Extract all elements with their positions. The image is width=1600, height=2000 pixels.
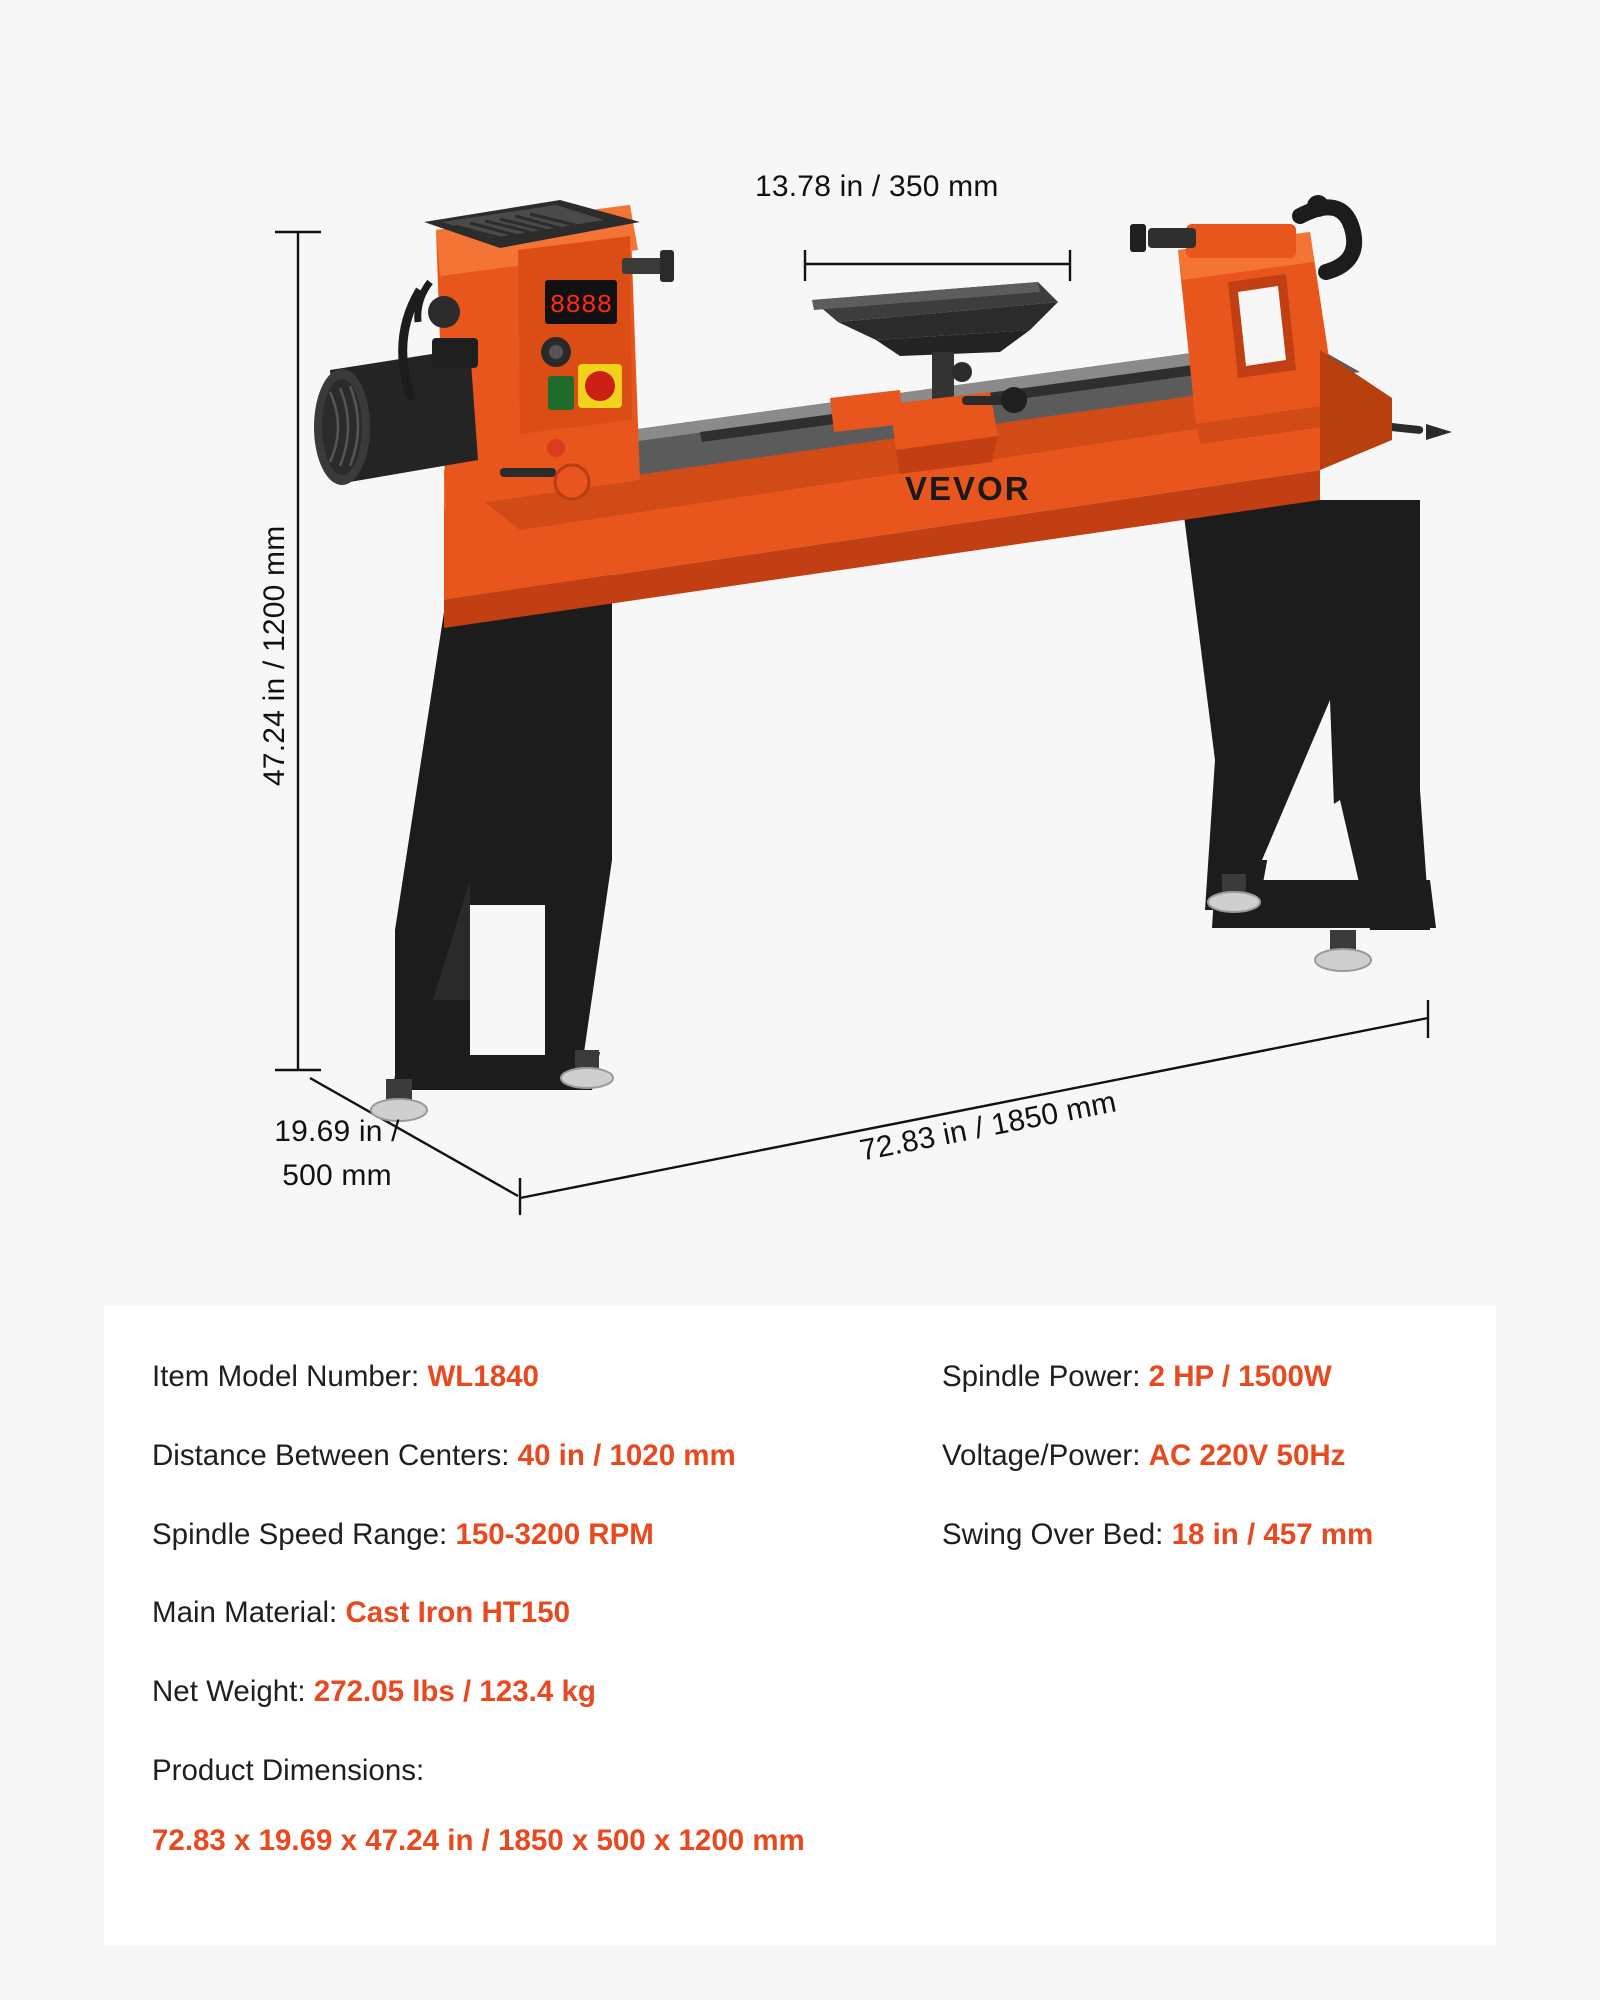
spec-column-right xyxy=(894,1357,1496,1900)
spec-row-spindle-power xyxy=(942,1357,1496,1397)
depth-dimension-label-line2: 500 mm xyxy=(282,1158,392,1192)
spec-value-spindle-power: 2 HP / 1500W xyxy=(1148,1360,1332,1393)
length-dimension-label: 72.83 in / 1850 mm xyxy=(857,1085,1120,1168)
specifications-card xyxy=(104,1305,1496,1945)
power-switch[interactable] xyxy=(548,376,574,410)
spec-row-distance-between-centers xyxy=(152,1436,894,1476)
lathe-machine xyxy=(314,195,1452,1121)
height-dimension-label: 47.24 in / 1200 mm xyxy=(258,525,291,786)
depth-dimension-label-line1: 19.69 in / xyxy=(274,1115,400,1148)
indicator-light xyxy=(547,439,565,457)
tailstock-quill xyxy=(1148,228,1196,248)
spec-key-distance-between-centers: Distance Between Centers: xyxy=(152,1438,510,1472)
spec-value-net-weight: 272.05 lbs / 123.4 kg xyxy=(313,1675,596,1709)
spec-key-swing-over-bed: Swing Over Bed: xyxy=(942,1517,1164,1551)
tool-rest-width-dimension-label: 13.78 in / 350 mm xyxy=(755,170,999,203)
spec-key-model: Item Model Number: xyxy=(152,1360,420,1393)
spec-value-product-dimensions: 72.83 x 19.69 x 47.24 in / 1850 x 500 x 1200 mm xyxy=(152,1823,805,1857)
spec-column-left xyxy=(104,1357,894,1900)
tool-rest-height-lock[interactable] xyxy=(952,362,972,382)
spec-row-main-material xyxy=(152,1593,894,1633)
right-leg-foot-front xyxy=(1315,930,1371,971)
right-leg xyxy=(1182,500,1436,971)
spec-value-voltage-power: AC 220V 50Hz xyxy=(1148,1438,1346,1472)
spec-key-voltage-power: Voltage/Power: xyxy=(942,1438,1141,1472)
bed-right-end xyxy=(1320,350,1392,470)
spec-value-main-material: Cast Iron HT150 xyxy=(345,1596,571,1630)
spec-key-spindle-speed-range: Spindle Speed Range: xyxy=(152,1517,448,1551)
tailstock-quill-housing xyxy=(1186,224,1296,258)
digital-speed-display xyxy=(545,280,617,324)
spec-key-product-dimensions: Product Dimensions: xyxy=(152,1754,425,1788)
spec-key-spindle-power: Spindle Power: xyxy=(942,1360,1141,1393)
spec-row-spindle-speed-range xyxy=(152,1515,894,1555)
spec-row-swing-over-bed xyxy=(942,1515,1496,1555)
motor xyxy=(314,282,478,485)
spec-row-product-dimensions xyxy=(152,1751,894,1861)
spec-value-distance-between-centers: 40 in / 1020 mm xyxy=(517,1438,736,1472)
emergency-stop-button[interactable] xyxy=(585,371,615,401)
left-leg xyxy=(371,560,613,1121)
spec-value-swing-over-bed: 18 in / 457 mm xyxy=(1171,1517,1374,1551)
spec-key-main-material: Main Material: xyxy=(152,1596,338,1630)
spec-value-model: WL1840 xyxy=(427,1360,539,1393)
speed-readout-value: 8888 xyxy=(549,290,613,320)
spec-row-voltage-power xyxy=(942,1436,1496,1476)
spec-value-spindle-speed-range: 150-3200 RPM xyxy=(455,1517,654,1551)
live-center xyxy=(1130,224,1146,252)
spec-row-model xyxy=(152,1357,894,1397)
brand-wordmark: VEVOR xyxy=(905,470,1031,507)
spec-key-net-weight: Net Weight: xyxy=(152,1675,306,1709)
spec-row-net-weight xyxy=(152,1672,894,1712)
